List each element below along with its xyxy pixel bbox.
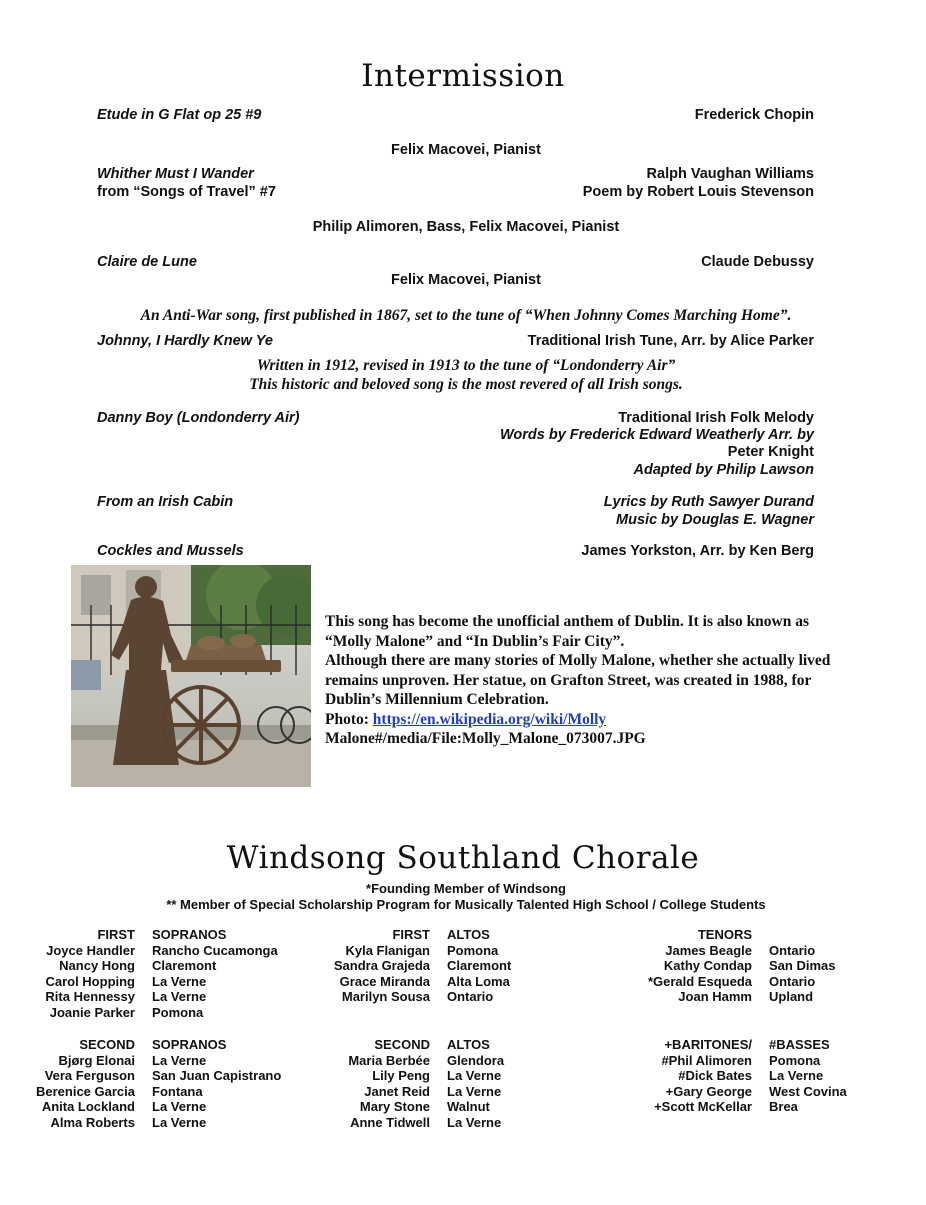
piece-lyricist: Words by Frederick Edward Weatherly Arr. by [499, 427, 814, 443]
member-name: Marilyn Sousa [341, 989, 430, 1005]
section-heading [769, 927, 835, 943]
member-city: Walnut [447, 1099, 490, 1115]
member-name: Joanie Parker [49, 1004, 135, 1020]
member-name: +Gary George [665, 1083, 752, 1099]
piece-composer: Traditional Irish Tune, Arr. by Alice Parker [527, 333, 814, 349]
song-description [325, 612, 900, 749]
molly-malone-statue-photo [71, 565, 311, 787]
description-line: remains unproven. Her statue, on Grafton Street, was created in 1988, for [325, 671, 812, 689]
section-heading: FIRST [97, 927, 135, 942]
member-city: Fontana [152, 1083, 203, 1099]
section-baritones-basses-names [654, 1037, 752, 1115]
member-city: Ontario [769, 973, 816, 989]
member-city: La Verne [152, 1099, 207, 1115]
piece-poet: Poem by Robert Louis Stevenson [582, 184, 814, 200]
member-name: Berenice Garcia [35, 1083, 135, 1099]
section-first-altos-names [334, 927, 430, 1005]
member-name: Alma Roberts [50, 1114, 135, 1130]
piece-note: An Anti-War song, first published in 1867, set to the tune of “When Johnny Comes Marching Home”. [140, 307, 792, 324]
member-name: Anita Lockland [41, 1099, 135, 1115]
section-second-sopranos-names [36, 1037, 135, 1131]
section-heading: SOPRANOS [152, 927, 227, 942]
member-name: Janet Reid [364, 1083, 430, 1099]
member-name: #Phil Alimoren [661, 1052, 752, 1068]
photo-credit-link[interactable]: https://en.wikipedia.org/wiki/Molly [372, 710, 607, 728]
photo-credit-link-continuation: Malone#/media/File:Molly_Malone_073007.JPG [325, 730, 646, 747]
member-name: #Dick Bates [678, 1068, 752, 1084]
section-first-sopranos-cities [152, 927, 278, 1021]
section-heading: ALTOS [447, 1037, 490, 1052]
section-heading: ALTOS [447, 927, 490, 942]
section-second-sopranos-cities [152, 1037, 281, 1131]
member-name: Rita Hennessy [45, 989, 135, 1005]
piece-note: This historic and beloved song is the most revered of all Irish songs. [249, 376, 683, 393]
description-line: Dublin’s Millennium Celebration. [325, 691, 549, 708]
piece-performers: Felix Macovei, Pianist [391, 272, 541, 288]
piece-composer: Ralph Vaughan Williams [646, 166, 814, 182]
section-heading: SECOND [374, 1037, 430, 1052]
member-city: San Juan Capistrano [152, 1068, 282, 1084]
member-city: La Verne [769, 1068, 824, 1084]
member-name: Bjørg Elonai [58, 1052, 135, 1068]
piece-composer: Music by Douglas E. Wagner [616, 512, 814, 528]
member-city: Claremont [152, 958, 217, 974]
member-city: Upland [769, 989, 814, 1005]
member-city: Brea [769, 1099, 798, 1115]
member-city: La Verne [152, 989, 207, 1005]
piece-arranger: Peter Knight [727, 444, 814, 460]
member-city: Claremont [447, 958, 512, 974]
member-city: La Verne [447, 1068, 502, 1084]
member-city: Ontario [769, 942, 816, 958]
piece-composer: Lyrics by Ruth Sawyer Durand [603, 494, 814, 510]
piece-performers: Philip Alimoren, Bass, Felix Macovei, Pianist [312, 219, 620, 235]
member-city: La Verne [152, 973, 207, 989]
member-city: Pomona [769, 1052, 821, 1068]
description-line: Although there are many stories of Molly Malone, whether she actually lived [325, 652, 831, 669]
chorale-heading: Windsong Southland Chorale [226, 840, 700, 876]
member-city: La Verne [447, 1083, 502, 1099]
photo-credit [325, 710, 900, 730]
member-name: Joan Hamm [678, 989, 752, 1005]
section-second-altos-cities [447, 1037, 504, 1131]
member-city: La Verne [152, 1114, 207, 1130]
piece-subtitle: from “Songs of Travel” #7 [97, 184, 276, 200]
member-city: Ontario [447, 989, 494, 1005]
section-heading: TENORS [697, 927, 752, 942]
section-baritones-basses-cities [769, 1037, 847, 1115]
member-name: Lily Peng [372, 1068, 430, 1084]
piece-title: Whither Must I Wander [97, 166, 254, 182]
member-city: Glendora [447, 1052, 505, 1068]
founding-member-note: *Founding Member of Windsong [366, 881, 566, 896]
section-tenors-names [648, 927, 752, 1005]
piece-composer: James Yorkston, Arr. by Ken Berg [581, 543, 814, 559]
piece-composer: Traditional Irish Folk Melody [618, 410, 814, 426]
member-name: Kyla Flanigan [345, 942, 430, 958]
member-name: Carol Hopping [45, 973, 135, 989]
section-tenors-cities [769, 927, 835, 1005]
scholarship-note: ** Member of Special Scholarship Program for Musically Talented High School / College Students [166, 897, 766, 912]
member-city: Pomona [152, 1004, 204, 1020]
piece-composer: Frederick Chopin [694, 107, 814, 123]
section-heading: #BASSES [769, 1037, 830, 1052]
member-name: Maria Berbée [348, 1052, 430, 1068]
member-city: Pomona [447, 942, 499, 958]
member-city: Rancho Cucamonga [152, 942, 278, 958]
member-name: *Gerald Esqueda [647, 973, 752, 989]
piece-title: From an Irish Cabin [97, 494, 234, 510]
program-heading: Intermission [361, 58, 565, 94]
piece-note: Written in 1912, revised in 1913 to the tune of “Londonderry Air” [256, 357, 676, 374]
member-name: Joyce Handler [46, 942, 135, 958]
piece-title: Danny Boy (Londonderry Air) [97, 410, 300, 426]
section-heading: FIRST [392, 927, 430, 942]
section-first-sopranos-names [45, 927, 135, 1021]
piece-composer: Claude Debussy [701, 254, 814, 270]
member-name: Kathy Condap [663, 958, 752, 974]
member-name: Vera Ferguson [44, 1068, 135, 1084]
section-heading: SOPRANOS [152, 1037, 227, 1052]
member-name: +Scott McKellar [654, 1099, 752, 1115]
member-city: West Covina [769, 1083, 847, 1099]
section-heading: SECOND [79, 1037, 135, 1052]
member-city: San Dimas [769, 958, 836, 974]
member-name: Anne Tidwell [350, 1114, 430, 1130]
section-second-altos-names [348, 1037, 430, 1131]
piece-performers: Felix Macovei, Pianist [391, 142, 541, 158]
piece-title: Claire de Lune [97, 254, 197, 270]
piece-adapter: Adapted by Philip Lawson [633, 462, 814, 478]
member-city: La Verne [447, 1114, 502, 1130]
member-name: Sandra Grajeda [333, 958, 430, 974]
member-name: Mary Stone [359, 1099, 430, 1115]
piece-title: Johnny, I Hardly Knew Ye [97, 333, 273, 349]
description-line: “Molly Malone” and “In Dublin’s Fair City”. [325, 632, 625, 650]
piece-title: Etude in G Flat op 25 #9 [97, 107, 262, 123]
description-line: This song has become the unofficial anthem of Dublin. It is also known as [325, 613, 810, 630]
member-name: Grace Miranda [339, 973, 430, 989]
photo-credit-label: Photo: [325, 710, 373, 728]
member-city: La Verne [152, 1052, 207, 1068]
member-name: James Beagle [665, 942, 752, 958]
section-heading: +BARITONES/ [664, 1037, 752, 1052]
piece-title: Cockles and Mussels [97, 543, 244, 559]
member-city: Alta Loma [447, 973, 510, 989]
member-name: Nancy Hong [59, 958, 135, 974]
section-first-altos-cities [447, 927, 511, 1005]
